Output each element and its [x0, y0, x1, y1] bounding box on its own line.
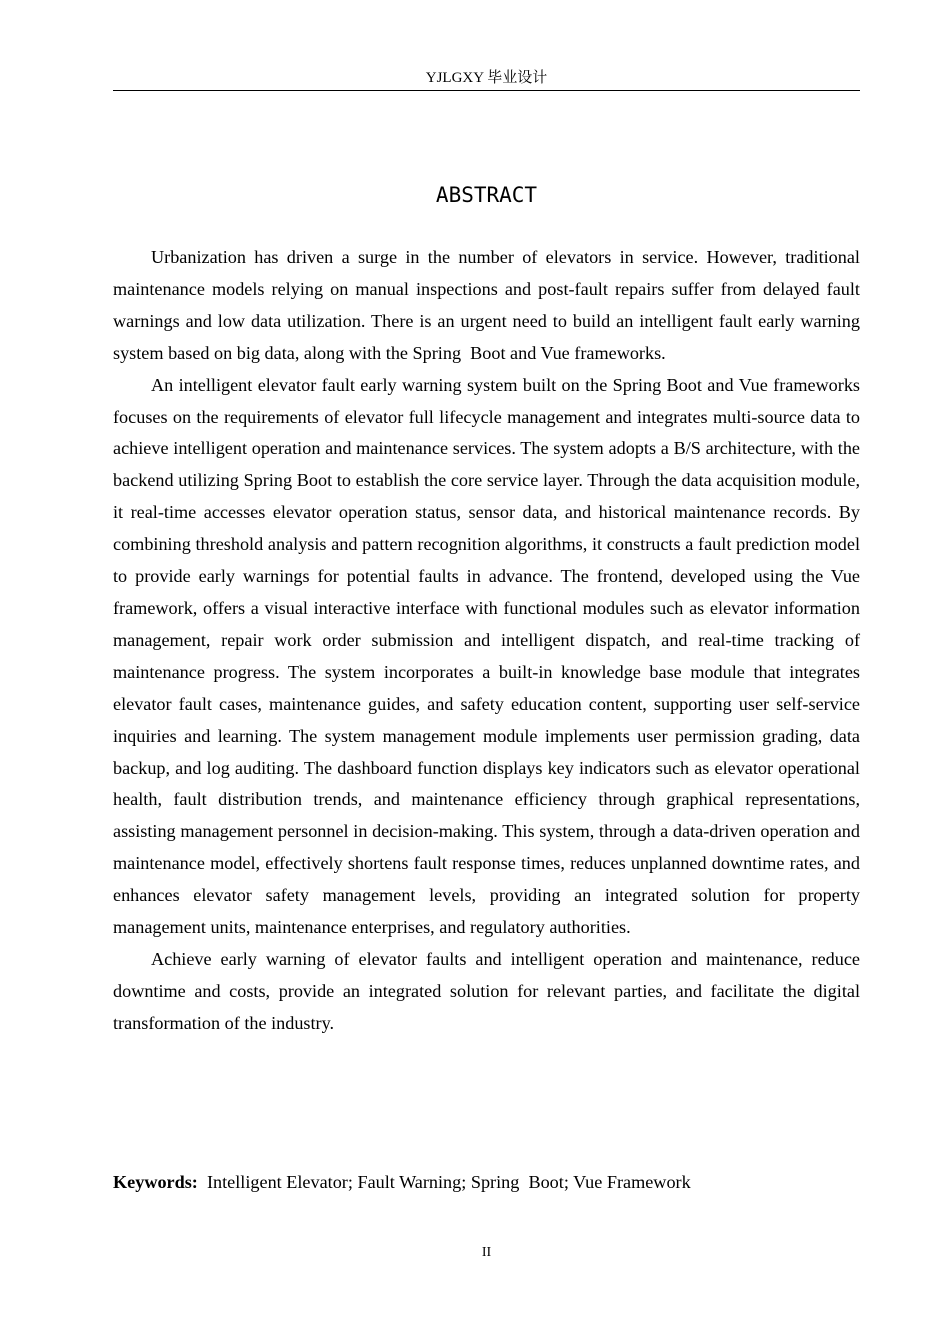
keywords-label: Keywords:: [113, 1172, 198, 1192]
header-text: YJLGXY 毕业设计: [425, 70, 548, 86]
page-number: II: [481, 1245, 492, 1260]
keywords-line: [113, 1167, 860, 1199]
abstract-paragraph-1: Urbanization has driven a surge in the number of elevators in service. However, traditional maintenance models relying on manual inspections and post-fault repairs suffer from delayed fault warnings and low data utilization. There is an urgent need to build an intelligent fault early warning system based on big data, along with the Spring Boot and Vue frameworks.: [113, 247, 865, 363]
abstract-title: ABSTRACT: [435, 183, 538, 207]
abstract-body: [113, 242, 865, 1040]
page-header: [113, 66, 860, 91]
abstract-paragraph-2: An intelligent elevator fault early warning system built on the Spring Boot and Vue frameworks focuses on the requirements of elevator full lifecycle management and integrates multi-source data to achieve intelligent operation and maintenance services. The system adopts a B/S architecture, with the backend utilizing Spring Boot to establish the core service layer. Through the data acquisition module, it real-time accesses elevator operation status, sensor data, and historical maintenance records. By combining threshold analysis and pattern recognition algorithms, it constructs a fault prediction model to provide early warnings for potential faults in advance. The frontend, developed using the Vue framework, offers a visual interactive interface with functional modules such as elevator information management, repair work order submission and intelligent dispatch, and real-time tracking of maintenance progress. The system incorporates a built-in knowledge base module that integrates elevator fault cases, maintenance guides, and safety education content, supporting user self-service inquiries and learning. The system management module implements user permission grading, data backup, and log auditing. The dashboard function displays key indicators such as elevator operational health, fault distribution trends, and maintenance efficiency through graphical representations, assisting management personnel in decision-making. This system, through a data-driven operation and maintenance model, effectively shortens fault response times, reduces unplanned downtime rates, and enhances elevator safety management levels, providing an integrated solution for property management units, maintenance enterprises, and regulatory authorities.: [113, 374, 860, 938]
keywords-value: Intelligent Elevator; Fault Warning; Spring Boot; Vue Framework: [206, 1172, 691, 1192]
abstract-paragraph-3: Achieve early warning of elevator faults and intelligent operation and maintenance, reduce downtime and costs, provide an integrated solution for relevant parties, and facilitate the digital transformation of the industry.: [113, 948, 860, 1033]
